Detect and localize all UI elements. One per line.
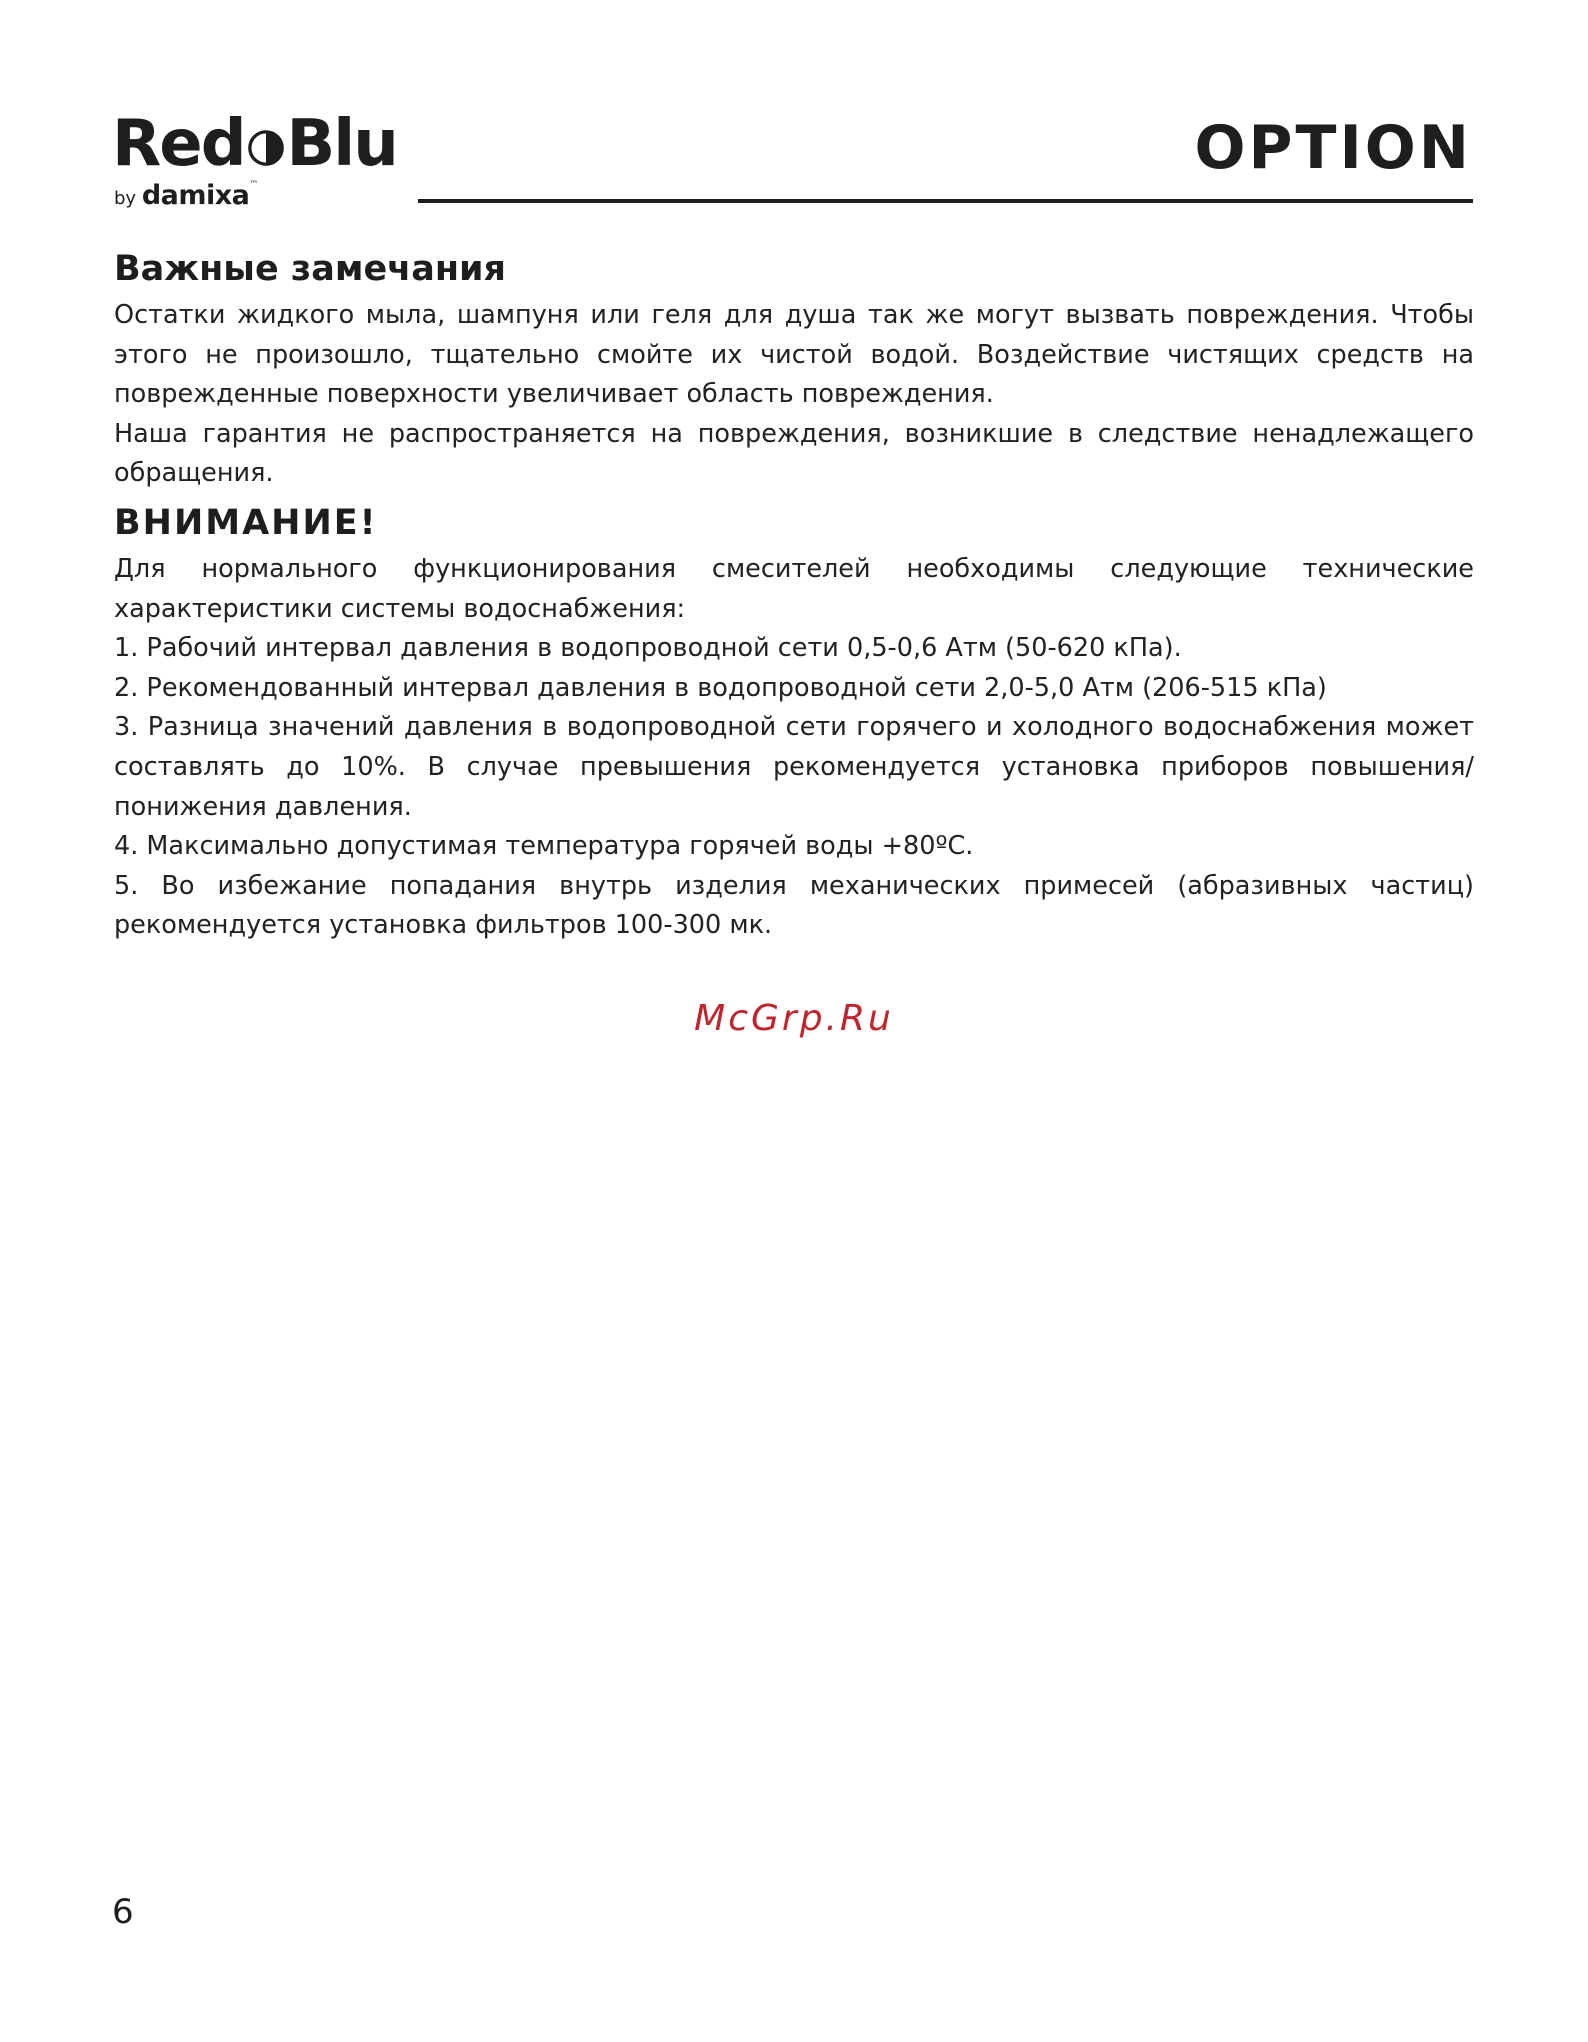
header-divider bbox=[418, 199, 1473, 203]
warranty-paragraph: Наша гарантия не распространяется на повреждения, возникшие в следствие ненадлежащего обращения. bbox=[114, 418, 1474, 489]
page-number: 6 bbox=[112, 1892, 134, 1932]
list-item: 5. Во избежание попадания внутрь изделия механических примесей (абразивных частиц) рекомендуется установка фильтров 100-300 мк. bbox=[114, 870, 1474, 941]
brand-logo bbox=[112, 107, 397, 211]
logo-brand: damixa bbox=[141, 180, 250, 211]
main-content bbox=[114, 242, 1474, 946]
half-circle-icon bbox=[247, 129, 285, 167]
section-heading-warning: ВНИМАНИЕ! bbox=[114, 502, 378, 543]
watermark: McGrp.Ru bbox=[694, 998, 894, 1039]
logo-subtitle bbox=[112, 180, 397, 211]
list-item: 4. Максимально допустимая температура горячей воды +80ºC. bbox=[114, 831, 974, 862]
notes-paragraph: Остатки жидкого мыла, шампуня или геля для душа так же могут вызвать повреждения. Чтобы этого не произошло, тщательно смойте их чистой водой. Воздействие чистящих средств на поврежденные поверхности увеличивает область повреждения. bbox=[114, 300, 1474, 410]
list-item: 1. Рабочий интервал давления в водопроводной сети 0,5-0,6 Атм (50-620 кПа). bbox=[114, 633, 1182, 664]
section-heading-notes: Важные замечания bbox=[114, 249, 507, 289]
logo-part-blu: Blu bbox=[286, 107, 397, 181]
warning-intro: Для нормального функционирования смесителей необходимы следующие технические характеристики системы водоснабжения: bbox=[114, 553, 1474, 624]
list-item: 3. Разница значений давления в водопроводной сети горячего и холодного водоснабжения может составлять до 10%. В случае превышения рекомендуется установка приборов повышения/понижения давления. bbox=[114, 712, 1474, 822]
logo-trademark: ™ bbox=[249, 180, 259, 190]
page-title: OPTION bbox=[1194, 113, 1472, 183]
logo-part-red: Red bbox=[112, 107, 245, 181]
list-item: 2. Рекомендованный интервал давления в водопроводной сети 2,0-5,0 Атм (206-515 кПа) bbox=[114, 672, 1327, 703]
logo-by: by bbox=[114, 188, 137, 209]
logo-wordmark bbox=[112, 107, 397, 181]
